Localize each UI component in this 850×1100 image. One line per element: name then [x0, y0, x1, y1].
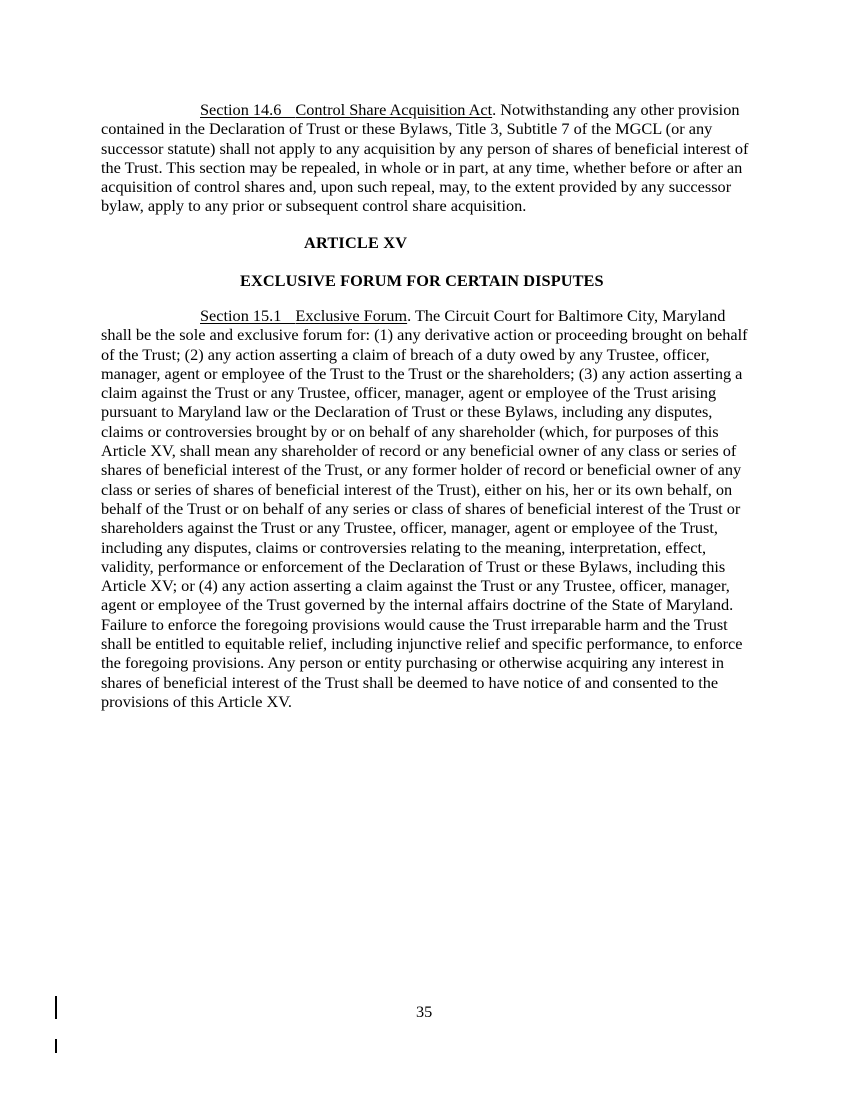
article-title: EXCLUSIVE FORUM FOR CERTAIN DISPUTES [240, 271, 604, 290]
section-15-1-paragraph [101, 306, 753, 711]
section-15-1-title: Exclusive Forum [295, 306, 408, 325]
article-heading: ARTICLE XV [304, 233, 408, 252]
section-14-6-paragraph [101, 100, 753, 216]
section-number-gap [281, 322, 295, 324]
section-15-1-number: Section 15.1 [200, 306, 282, 325]
section-14-6-title: Control Share Acquisition Act [295, 100, 493, 119]
revision-bar [55, 1039, 57, 1053]
section-15-1-body: . The Circuit Court for Baltimore City, Maryland shall be the sole and exclusive forum for: (1) any derivative action or proceeding brought on behalf of the Trust; (2) any action asserting a claim of breach of a duty owed by any Trustee, officer, manager, agent or employee of the Trust to the Trust or the shareholders; (3) any action asserting a claim against the Trust or any Trustee, officer, manager, agent or employee of the Trust arising pursuant to Maryland law or the Declaration of Trust or these Bylaws, including any disputes, claims or controversies brought by or on behalf of any shareholder (which, for purposes of this Article XV, shall mean any shareholder of record or any beneficial owner of any class or series of shares of beneficial interest of the Trust, or any former holder of record or beneficial owner of any class or series of shares of beneficial interest of the Trust), either on his, her or its own behalf, on behalf of the Trust or on behalf of any series or class of shares of beneficial interest of the Trust or shareholders against the Trust or any Trustee, officer, manager, agent or employee of the Trust, including any disputes, claims or controversies relating to the meaning, interpretation, effect, validity, performance or enforcement of the Declaration of Trust or these Bylaws, including this Article XV; or (4) any action asserting a claim against the Trust or any Trustee, officer, manager, agent or employee of the Trust governed by the internal affairs doctrine of the State of Maryland. Failure to enforce the foregoing provisions would cause the Trust irreparable harm and the Trust shall be entitled to equitable relief, including injunctive relief and specific performance, to enforce the foregoing provisions. Any person or entity purchasing or otherwise acquiring any interest in shares of beneficial interest of the Trust shall be deemed to have notice of and consented to the provisions of this Article XV. [101, 306, 748, 711]
section-14-6-number: Section 14.6 [200, 100, 282, 119]
section-14-6-body: . Notwithstanding any other provision contained in the Declaration of Trust or these Bylaws, Title 3, Subtitle 7 of the MGCL (or any successor statute) shall not apply to any acquisition by any person of shares of beneficial interest of the Trust. This section may be repealed, in whole or in part, at any time, whether before or after an acquisition of control shares and, upon such repeal, may, to the extent provided by any successor bylaw, apply to any prior or subsequent control share acquisition. [101, 100, 749, 216]
section-number-gap [281, 116, 295, 118]
page-number: 35 [416, 1002, 433, 1021]
revision-bar [55, 996, 57, 1019]
